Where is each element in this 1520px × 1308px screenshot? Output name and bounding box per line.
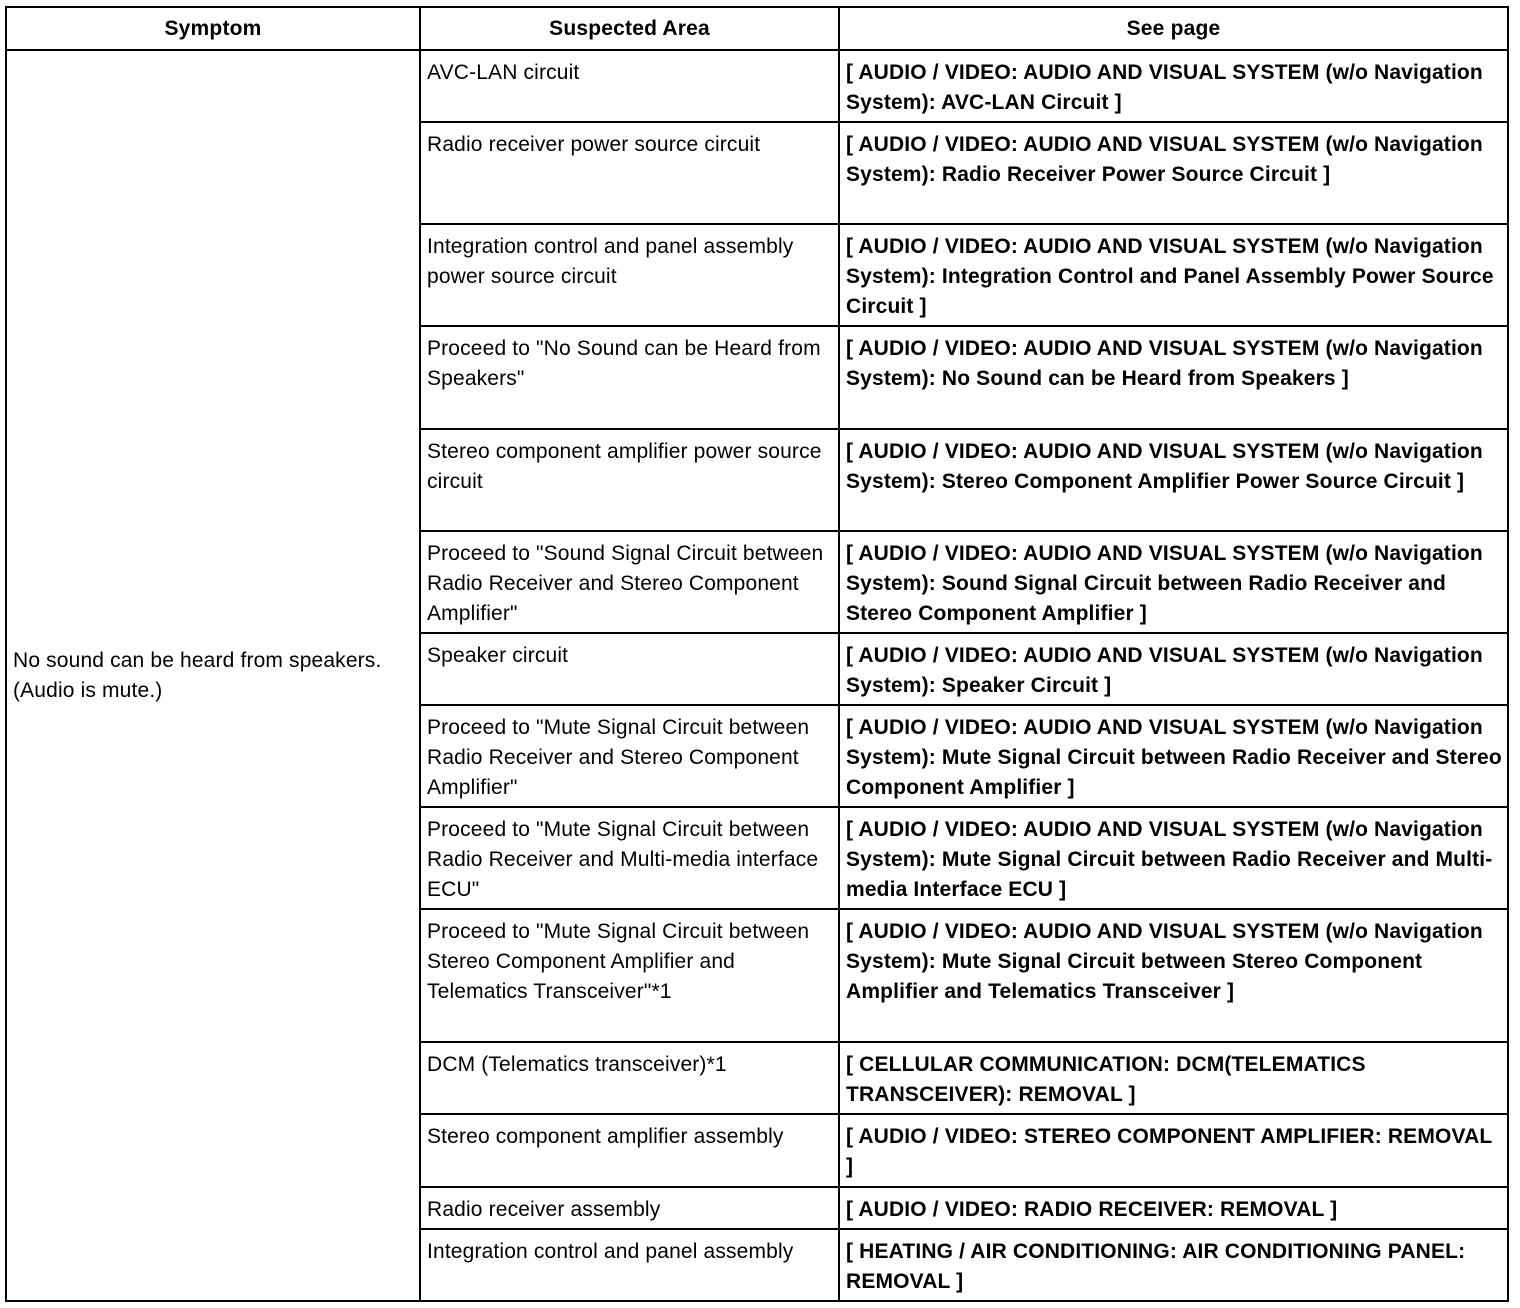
header-row <box>6 7 1508 50</box>
see-page-link[interactable]: [ AUDIO / VIDEO: AUDIO AND VISUAL SYSTEM (w/o Navigation System): Sound Signal Circuit between Radio Receiver and Stereo Component Amplifier ] <box>839 531 1508 633</box>
suspected-area-cell: Integration control and panel assembly power source circuit <box>420 224 839 326</box>
suspected-area-cell: Radio receiver assembly <box>420 1187 839 1229</box>
see-page-link[interactable]: [ AUDIO / VIDEO: AUDIO AND VISUAL SYSTEM (w/o Navigation System): Mute Signal Circuit between Radio Receiver and Stereo Component Amplifier ] <box>839 705 1508 807</box>
see-page-link[interactable]: [ HEATING / AIR CONDITIONING: AIR CONDITIONING PANEL: REMOVAL ] <box>839 1229 1508 1301</box>
suspected-area-cell: Integration control and panel assembly <box>420 1229 839 1301</box>
see-page-link[interactable]: [ AUDIO / VIDEO: AUDIO AND VISUAL SYSTEM (w/o Navigation System): Radio Receiver Power Source Circuit ] <box>839 122 1508 224</box>
suspected-area-cell: Proceed to "Mute Signal Circuit between Radio Receiver and Stereo Component Amplifier" <box>420 705 839 807</box>
suspected-area-cell: Radio receiver power source circuit <box>420 122 839 224</box>
suspected-area-cell: AVC-LAN circuit <box>420 50 839 122</box>
header-symptom: Symptom <box>6 7 420 50</box>
see-page-link[interactable]: [ AUDIO / VIDEO: AUDIO AND VISUAL SYSTEM (w/o Navigation System): No Sound can be Heard from Speakers ] <box>839 326 1508 429</box>
suspected-area-cell: Proceed to "Sound Signal Circuit between Radio Receiver and Stereo Component Amplifier" <box>420 531 839 633</box>
see-page-link[interactable]: [ AUDIO / VIDEO: STEREO COMPONENT AMPLIFIER: REMOVAL ] <box>839 1114 1508 1187</box>
suspected-area-cell: Proceed to "Mute Signal Circuit between Stereo Component Amplifier and Telematics Transceiver"*1 <box>420 909 839 1042</box>
header-suspected-area: Suspected Area <box>420 7 839 50</box>
suspected-area-cell: Proceed to "No Sound can be Heard from Speakers" <box>420 326 839 429</box>
see-page-link[interactable]: [ AUDIO / VIDEO: AUDIO AND VISUAL SYSTEM (w/o Navigation System): Speaker Circuit ] <box>839 633 1508 705</box>
diagnosis-table <box>5 6 1509 1302</box>
see-page-link[interactable]: [ AUDIO / VIDEO: AUDIO AND VISUAL SYSTEM (w/o Navigation System): Mute Signal Circuit between Stereo Component Amplifier and Telematics Transceiver ] <box>839 909 1508 1042</box>
suspected-area-cell: Stereo component amplifier assembly <box>420 1114 839 1187</box>
header-see-page: See page <box>839 7 1508 50</box>
see-page-link[interactable]: [ AUDIO / VIDEO: AUDIO AND VISUAL SYSTEM (w/o Navigation System): Mute Signal Circuit between Radio Receiver and Multi-media Interface ECU ] <box>839 807 1508 909</box>
see-page-link[interactable]: [ AUDIO / VIDEO: AUDIO AND VISUAL SYSTEM (w/o Navigation System): Integration Control and Panel Assembly Power Source Circuit ] <box>839 224 1508 326</box>
symptom-cell: No sound can be heard from speakers. (Audio is mute.) <box>6 50 420 1301</box>
suspected-area-cell: DCM (Telematics transceiver)*1 <box>420 1042 839 1114</box>
table-row <box>6 50 1508 122</box>
see-page-link[interactable]: [ CELLULAR COMMUNICATION: DCM(TELEMATICS TRANSCEIVER): REMOVAL ] <box>839 1042 1508 1114</box>
see-page-link[interactable]: [ AUDIO / VIDEO: AUDIO AND VISUAL SYSTEM (w/o Navigation System): AVC-LAN Circuit ] <box>839 50 1508 122</box>
see-page-link[interactable]: [ AUDIO / VIDEO: RADIO RECEIVER: REMOVAL ] <box>839 1187 1508 1229</box>
suspected-area-cell: Speaker circuit <box>420 633 839 705</box>
suspected-area-cell: Stereo component amplifier power source circuit <box>420 429 839 531</box>
suspected-area-cell: Proceed to "Mute Signal Circuit between Radio Receiver and Multi-media interface ECU" <box>420 807 839 909</box>
see-page-link[interactable]: [ AUDIO / VIDEO: AUDIO AND VISUAL SYSTEM (w/o Navigation System): Stereo Component Amplifier Power Source Circuit ] <box>839 429 1508 531</box>
